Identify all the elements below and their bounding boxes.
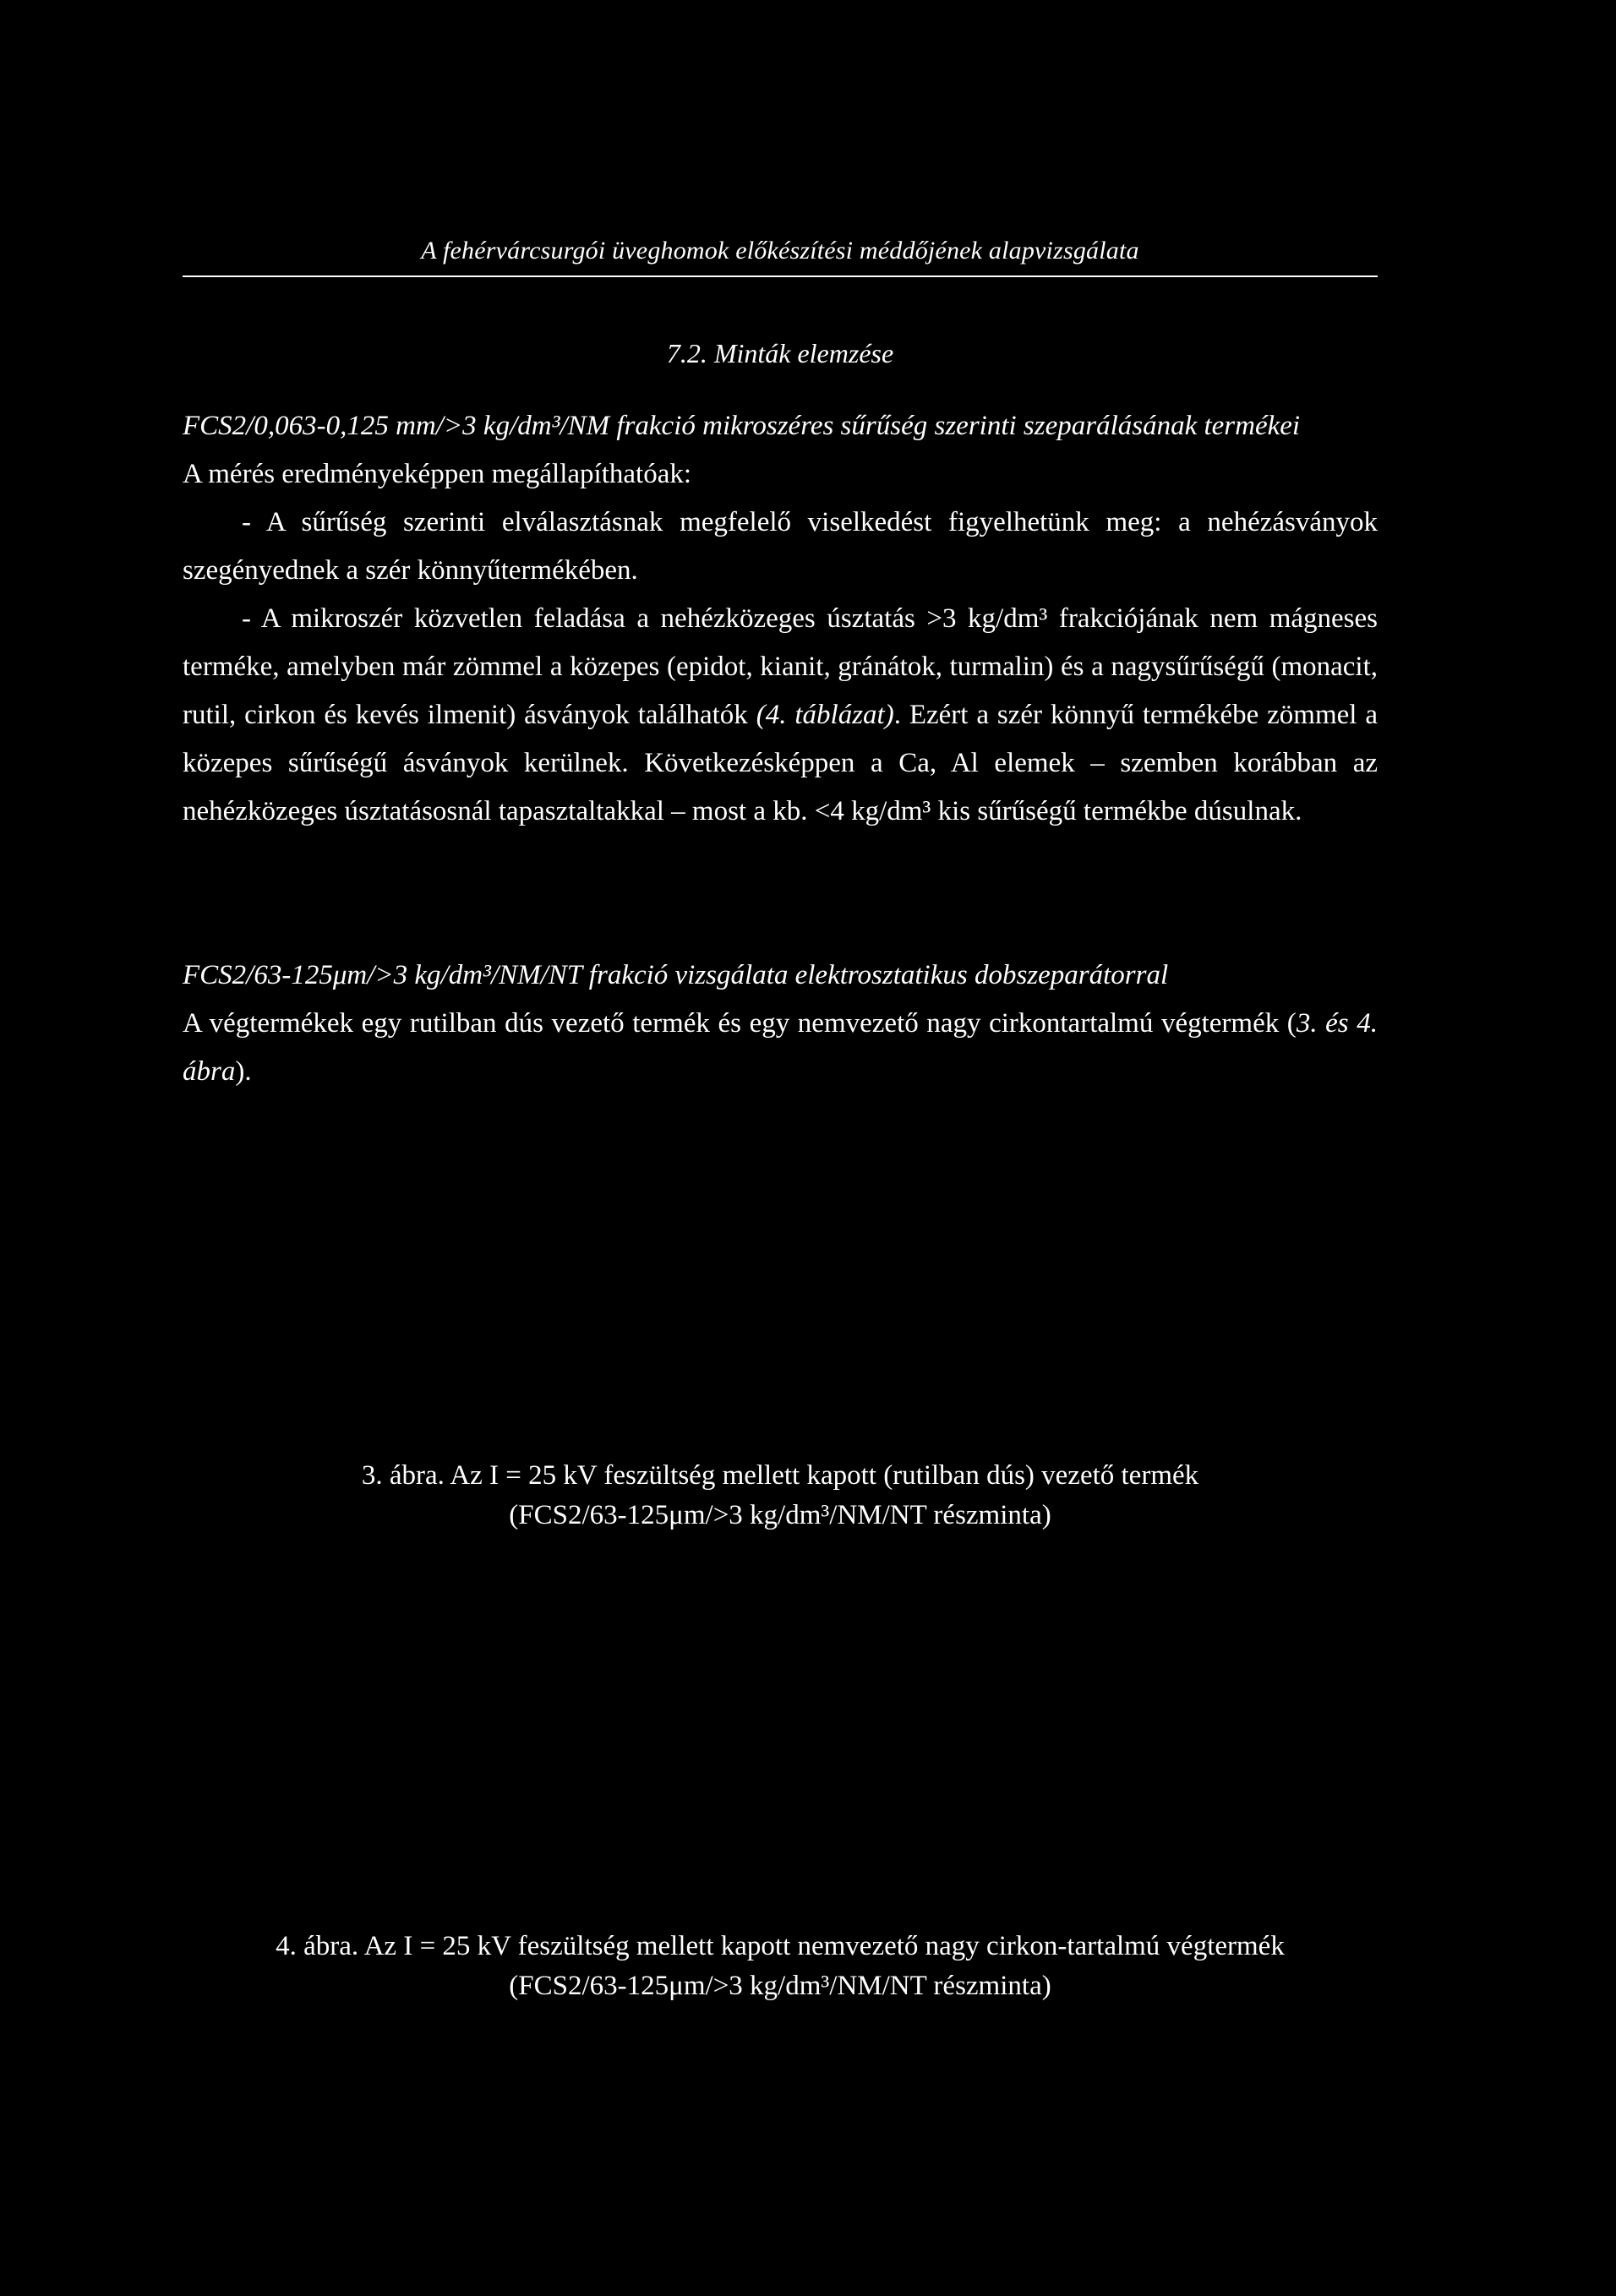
part1-bullet-2 — [183, 595, 1378, 836]
section-title: 7.2. Minták elemzése — [666, 338, 894, 368]
bullet2-text: - A mikroszér közvetlen feladása a nehézközeges úsztatás >3 kg/dm³ frakciójának nem mágneses terméke, amelyben már zömmel a közepes (epidot, kianit, gránátok, turmalin) és a nagysűrűségű (monacit, rutil, cirkon és kevés ilmenit) ásványok találhatók — [183, 603, 1378, 730]
figure-3-image — [183, 1099, 1378, 1437]
part1-intro: A mérés eredményeképpen megállapíthatóak: — [183, 459, 692, 489]
part2-text-start: A végtermékek egy rutilban dús vezető termék és egy nemvezető nagy cirkontartalmú végtermék ( — [183, 1008, 1297, 1039]
header-rule — [183, 275, 1378, 277]
figure-4-caption-line-1: 4. ábra. Az I = 25 kV feszültség mellett kapott nemvezető nagy cirkon-tartalmú végtermék — [276, 1931, 1285, 1961]
figure-3-caption-line-1: 3. ábra. Az I = 25 kV feszültség mellett kapott (rutilban dús) vezető termék — [361, 1460, 1199, 1491]
part1-heading: FCS2/0,063-0,125 mm/>3 kg/dm³/NM frakció mikroszéres sűrűség szerinti szeparálásának termékei — [183, 411, 1301, 441]
figure-4-caption-line-2: (FCS2/63-125μm/>3 kg/dm³/NM/NT részminta) — [509, 1971, 1051, 2001]
section-part1 — [183, 402, 1378, 836]
part2-text-end: ). — [235, 1056, 252, 1087]
document-page — [183, 0, 1378, 2296]
section-part2 — [183, 952, 1378, 1096]
figure-4-caption — [149, 1927, 1411, 2006]
figure-3-caption-line-2: (FCS2/63-125μm/>3 kg/dm³/NM/NT részminta) — [509, 1500, 1051, 1530]
part2-text — [183, 1000, 1378, 1096]
figure-3-caption — [183, 1456, 1378, 1535]
running-header: A fehérvárcsurgói üveghomok előkészítési méddőjének alapvizsgálata — [421, 237, 1139, 265]
part1-bullet-1: - A sűrűség szerinti elválasztásnak megfelelő viselkedést figyelhetünk meg: a nehézásványok szegényednek a szér könnyűtermékében. — [183, 507, 1378, 586]
figure-4-image — [183, 1555, 1378, 1910]
figure-reference: 3. és 4. ábra — [183, 1008, 1378, 1087]
part2-heading: FCS2/63-125μm/>3 kg/dm³/NM/NT frakció vizsgálata elektrosztatikus dobszeparátorral — [183, 960, 1169, 990]
bullet2-end: . Ezért a szér könnyű termékébe zömmel a közepes sűrűségű ásványok kerülnek. Következésképpen a Ca, Al elemek – szemben korábban az nehézközeges úsztatásosnál tapasztaltakkal – most a kb. <4 kg/dm³ kis sűrűségű termékbe dúsulnak. — [183, 700, 1379, 826]
table-reference: (4. táblázat) — [756, 700, 894, 730]
